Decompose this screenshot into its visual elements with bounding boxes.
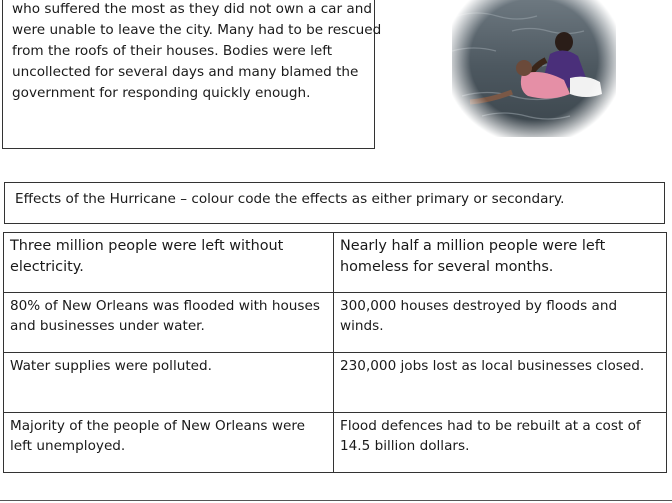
task-instruction: Effects of the Hurricane – colour code the effects as either primary or secondary.: [4, 182, 665, 224]
effect-cell[interactable]: Nearly half a million people were left homeless for several months.: [334, 233, 667, 293]
table-row: [4, 413, 667, 473]
intro-line: government for responding quickly enough.: [12, 85, 311, 101]
effects-table: [3, 232, 667, 473]
table-row: [4, 293, 667, 353]
flood-rescue-photo: [452, 0, 616, 137]
effect-cell[interactable]: Three million people were left without electricity.: [4, 233, 334, 293]
effect-cell[interactable]: Water supplies were polluted.: [4, 353, 334, 413]
flood-rescue-photo-image: [452, 0, 616, 137]
intro-text-box: [2, 0, 382, 149]
intro-line: uncollected for several days and many blamed the: [12, 64, 359, 80]
intro-line: were unable to leave the city. Many had to be rescued: [12, 22, 382, 38]
effect-cell[interactable]: Flood defences had to be rebuilt at a cost of 14.5 billion dollars.: [334, 413, 667, 473]
effect-cell[interactable]: 230,000 jobs lost as local businesses closed.: [334, 353, 667, 413]
effect-cell[interactable]: 300,000 houses destroyed by floods and winds.: [334, 293, 667, 353]
table-row: [4, 353, 667, 413]
effect-cell[interactable]: Majority of the people of New Orleans were left unemployed.: [4, 413, 334, 473]
effect-cell[interactable]: 80% of New Orleans was flooded with houses and businesses under water.: [4, 293, 334, 353]
intro-line: from the roofs of their houses. Bodies were left: [12, 43, 333, 59]
intro-line: who suffered the most as they did not own a car and: [12, 1, 372, 17]
page-divider: [0, 500, 672, 501]
table-row: [4, 233, 667, 293]
